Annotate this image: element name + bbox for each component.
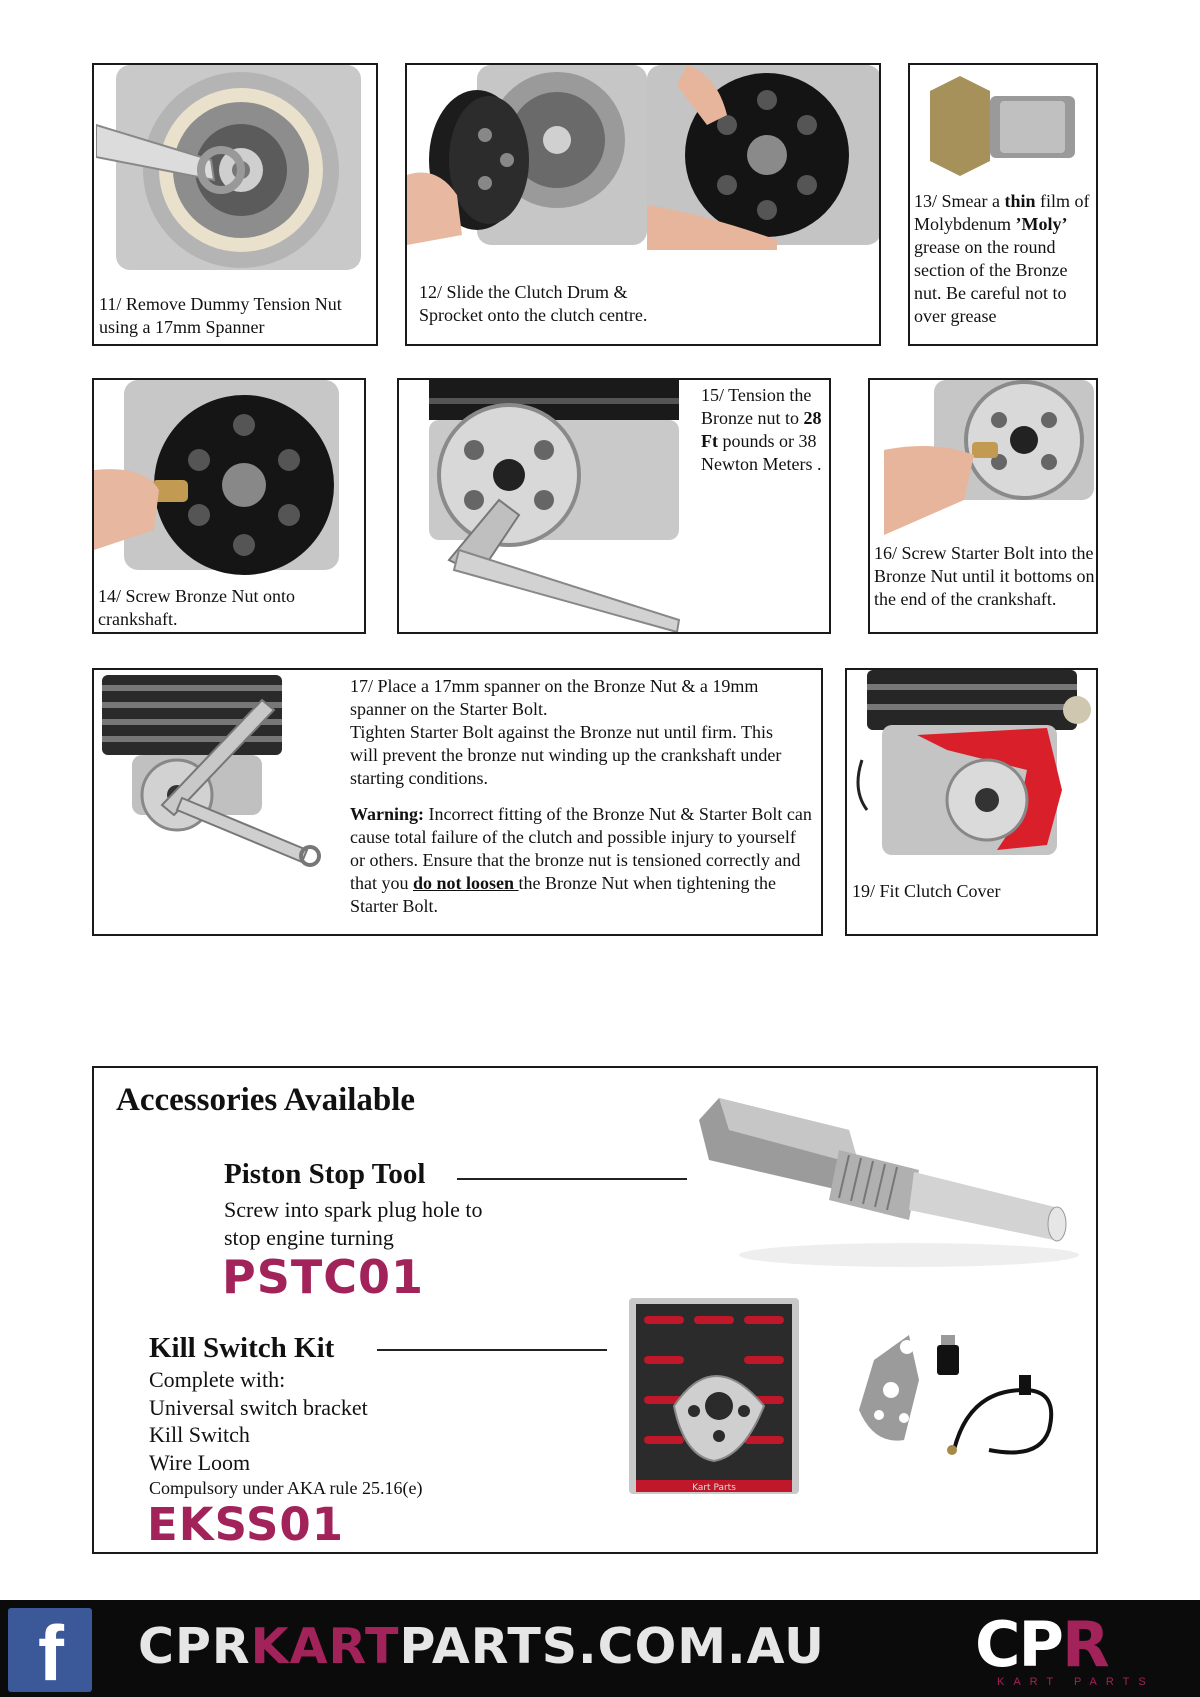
kill-switch-code: EKSS01 — [147, 1498, 345, 1551]
kill-switch-desc-3: Kill Switch — [149, 1422, 250, 1447]
kill-switch-leader-line — [377, 1349, 607, 1351]
step-17-para-2: Tighten Starter Bolt against the Bronze nut until firm. This will prevent the bronze nut winding up the crankshaft under starting conditions. — [350, 722, 782, 788]
step-12-panel — [405, 63, 881, 346]
kill-switch-desc-1: Complete with: — [149, 1367, 286, 1392]
kill-switch-kit-name: Kill Switch Kit — [149, 1332, 335, 1364]
step-17-panel — [92, 668, 823, 936]
kill-switch-rule-note: Compulsory under AKA rule 25.16(e) — [149, 1478, 423, 1498]
footer-bar — [0, 1600, 1200, 1697]
step-17-photo — [102, 670, 342, 870]
piston-stop-tool-photo — [689, 1090, 1089, 1270]
cpr-logo: CPR KART PARTS — [975, 1608, 1155, 1688]
piston-stop-code: PSTC01 — [222, 1250, 424, 1304]
website-url[interactable]: CPRKARTPARTS.COM.AU — [138, 1618, 825, 1675]
step-11-panel — [92, 63, 378, 346]
facebook-icon[interactable] — [8, 1608, 92, 1697]
step-16-caption: 16/ Screw Starter Bolt into the Bronze Nut until it bottoms on the end of the crankshaft. — [874, 543, 1095, 609]
warning-label: Warning: — [350, 804, 425, 824]
step-14-panel — [92, 378, 366, 634]
step-19-caption: 19/ Fit Clutch Cover — [852, 881, 1001, 901]
accessories-title: Accessories Available — [116, 1082, 416, 1118]
piston-stop-leader-line — [457, 1178, 687, 1180]
piston-stop-desc-1: Screw into spark plug hole to — [224, 1197, 483, 1222]
step-13-photo — [920, 71, 1090, 181]
step-12-photo-a — [407, 65, 647, 255]
step-14-photo — [94, 380, 364, 575]
step-16-panel — [868, 378, 1098, 634]
step-17-para-1: 17/ Place a 17mm spanner on the Bronze Nut & a 19mm spanner on the Starter Bolt. — [350, 676, 759, 719]
accessories-panel — [92, 1066, 1098, 1554]
kill-switch-desc-2: Universal switch bracket — [149, 1395, 368, 1420]
step-13-caption: 13/ Smear a thin film of Molybdenum ’Moly’ grease on the round section of the Bronze nut. Be careful not to over grease — [914, 191, 1090, 326]
step-13-panel — [908, 63, 1098, 346]
step-14-caption: 14/ Screw Bronze Nut onto crankshaft. — [98, 586, 295, 629]
piston-stop-desc-2: stop engine turning — [224, 1225, 394, 1250]
step-15-caption: 15/ Tension the Bronze nut to 28 Ft pounds or 38 Newton Meters . — [701, 385, 822, 474]
kill-switch-desc-4: Wire Loom — [149, 1450, 251, 1475]
step-16-photo — [884, 380, 1096, 540]
warning-emphasis: do not loosen — [413, 873, 519, 893]
pack-label: Kart Parts — [692, 1483, 736, 1493]
step-11-caption: 11/ Remove Dummy Tension Nut using a 17mm Spanner — [99, 294, 342, 337]
step-17-warning: Warning: Incorrect fitting of the Bronze Nut & Starter Bolt can cause total failure of the clutch and possible injury to yourself or others. Ensure that the bronze nut is tensioned correctly and that you do not loosen the Bronze Nut when tightening the Starter Bolt. — [350, 804, 812, 916]
piston-stop-tool-name: Piston Stop Tool — [224, 1158, 426, 1190]
step-19-panel — [845, 668, 1098, 936]
step-15-panel — [397, 378, 831, 634]
kill-switch-pack-photo — [624, 1296, 804, 1496]
step-12-caption: 12/ Slide the Clutch Drum & Sprocket onto the clutch centre. — [419, 282, 648, 325]
step-19-photo — [847, 670, 1096, 870]
facebook-letter: f — [38, 1609, 64, 1697]
step-15-photo — [399, 380, 689, 632]
kill-switch-parts-photo — [849, 1330, 1074, 1470]
step-11-photo — [96, 65, 376, 275]
step-12-photo-b — [647, 65, 881, 250]
